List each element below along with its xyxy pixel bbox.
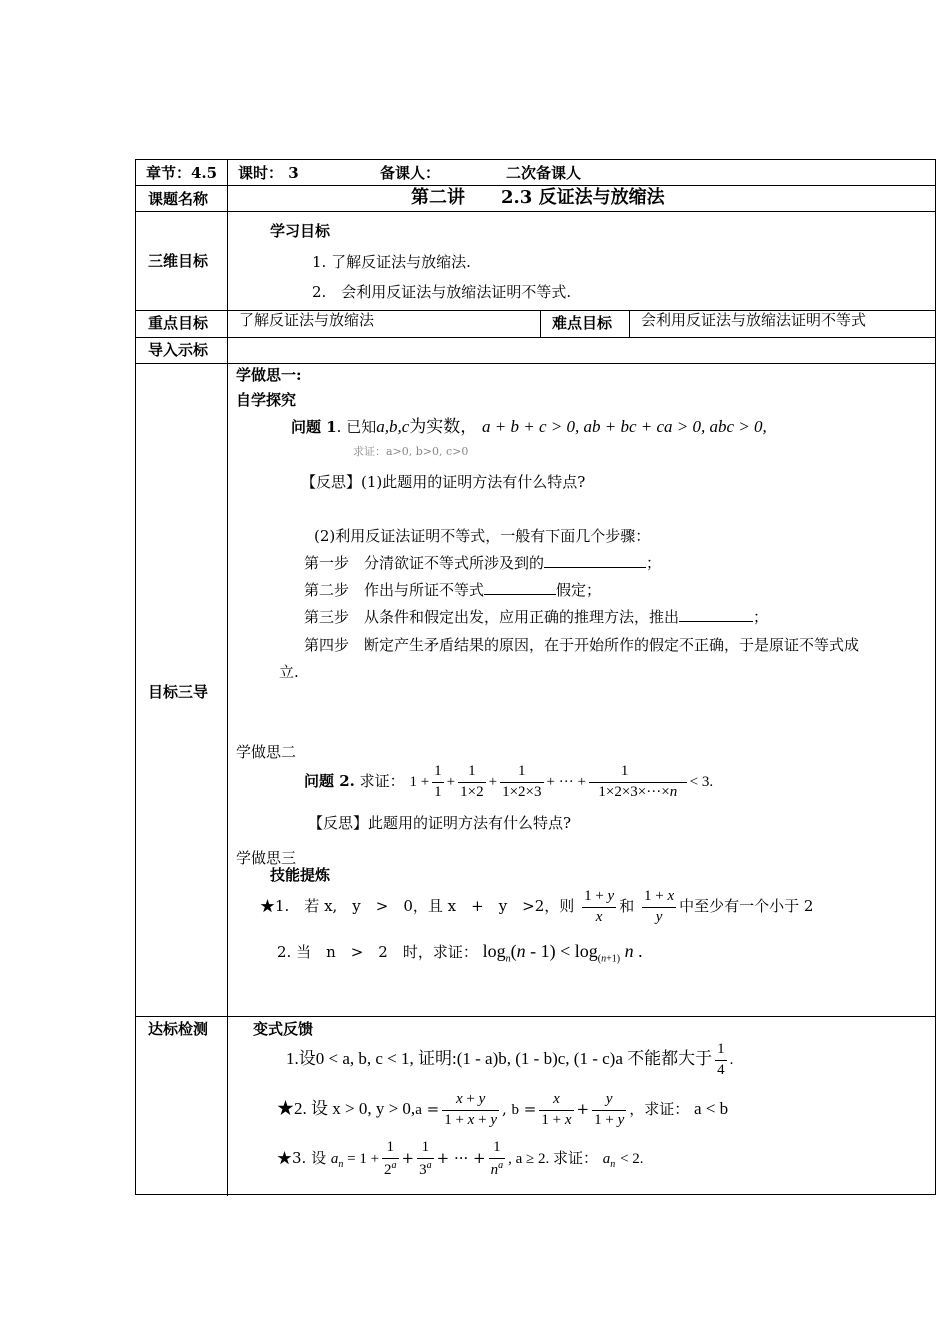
- step-1-blank: [544, 566, 646, 568]
- section3-title: 学做思三: [236, 849, 297, 867]
- exercise-1-tail: 中至少有一个小于 2: [679, 897, 814, 915]
- problem-1-known: . 已知: [336, 418, 377, 436]
- step-1-text: 第一步 分清欲证不等式所涉及到的: [304, 554, 545, 572]
- practice-2: ★2. 设 x > 0, y > 0,a = $\frac{x + y}{1 + x + y}$ , b = $\frac{x}{1 + x}$ + $\frac{y}{1 + y}$ ，求证： a < b: [277, 1091, 729, 1128]
- practice-3-goal: < 2.: [620, 1151, 644, 1167]
- section3-subtitle: 技能提炼: [270, 866, 331, 884]
- key-value: 了解反证法与放缩法: [239, 311, 375, 329]
- problem-2: 问题 2. 求证： 1 + $\frac{1}{1}$ + $\frac{1}{1\times 2}$ + $\frac{1}{1\times 2\times 3}$ + ··· + $\frac{1}{1\times 2\times 3\times\cdot\cdot\cdot\times n}$ < 3.: [304, 763, 714, 800]
- lesson-plan-table: [135, 159, 936, 1195]
- topic-title: 第二讲 2.3 反证法与放缩法: [411, 187, 665, 208]
- step-4: 第四步 断定产生矛盾结果的原因，在于开始所作的假定不正确，于是原证不等式成: [304, 636, 860, 654]
- exercise-1: ★1. 若 x, y > 0，且 x + y >2，则 $\frac{1 + y}{x}$ 和 $\frac{1 + x}{y}$ 中至少有一个小于 2: [260, 888, 814, 925]
- intro-label: 导入示标: [148, 341, 209, 359]
- problem-1-vars: a,b,c: [376, 417, 410, 436]
- goals-item-2: 2. 会利用反证法与放缩法证明不等式.: [312, 283, 572, 301]
- practice-3-mid: , a ≥ 2. 求证：: [508, 1151, 598, 1167]
- difficulty-label: 难点目标: [552, 314, 613, 332]
- problem-1-condition: a + b + c > 0, ab + bc + ca > 0, abc > 0,: [482, 417, 767, 436]
- step-1: 第一步 分清欲证不等式所涉及到的 ；: [304, 554, 662, 572]
- problem-1-label: 问题 1: [291, 418, 337, 436]
- step-2-blank: [484, 593, 556, 595]
- second-preparer-label: 二次备课人: [506, 164, 582, 182]
- problem-1-prove: 求证：a>0, b>0, c>0: [353, 445, 469, 458]
- practice-2-text: ★2. 设 x > 0, y > 0,: [277, 1099, 416, 1118]
- goals-heading: 学习目标: [270, 222, 331, 240]
- step-2-tail: 假定；: [556, 581, 602, 599]
- problem-1: [291, 418, 767, 437]
- practice-3-text: ★3. 设: [277, 1149, 327, 1167]
- topic-label: 课题名称: [148, 190, 209, 208]
- exercise-1-text: ★1. 若 x, y > 0，且 x + y >2，则: [260, 897, 575, 915]
- exercise-2-text: 2. 当 n > 2 时，求证：: [277, 943, 478, 961]
- exercise-1-and: 和: [619, 897, 635, 915]
- period-label: 课时： 3: [238, 164, 299, 182]
- goals-item-1: 1. 了解反证法与放缩法.: [312, 253, 471, 271]
- target-label: 目标三导: [148, 683, 209, 701]
- step-3-blank: [679, 620, 753, 622]
- check-label: 达标检测: [148, 1020, 209, 1038]
- problem-2-label: 问题 2.: [304, 772, 355, 790]
- practice-3: ★3. 设 $a_n = 1$ + $\frac{1}{2^a}$ + $\frac{1}{3^a}$ + ··· + $\frac{1}{n^a}$ , a ≥ 2. 求证： $a_n < 2$.: [277, 1139, 644, 1178]
- problem-2-prove: 求证：: [354, 772, 405, 790]
- key-label: 重点目标: [148, 314, 209, 332]
- check-heading: 变式反馈: [253, 1020, 314, 1038]
- step-2-text: 第二步 作出与所证不等式: [304, 581, 485, 599]
- steps-intro: (2)利用反证法证明不等式，一般有下面几个步骤：: [314, 527, 651, 545]
- exercise-2: 2. 当 n > 2 时，求证： $\log_n(n - 1) < \log_{(n+1)} n$ .: [277, 941, 643, 965]
- step-3-text: 第三步 从条件和假定出发，应用正确的推理方法，推出: [304, 608, 680, 626]
- practice-2-tail: ，求证：: [629, 1100, 690, 1118]
- section2-title: 学做思二: [236, 743, 297, 761]
- chapter-label: 章节：4.5: [146, 164, 218, 182]
- section1-title: 学做思一:: [236, 366, 302, 384]
- section1-subtitle: 自学探究: [236, 391, 297, 409]
- step-3: 第三步 从条件和假定出发，应用正确的推理方法，推出 ；: [304, 608, 769, 626]
- reflection-2: 【反思】此题用的证明方法有什么特点?: [308, 814, 572, 832]
- problem-1-real: 为实数，: [409, 417, 478, 437]
- difficulty-value: 会利用反证法与放缩法证明不等式: [641, 311, 867, 329]
- practice-2-goal: a < b: [694, 1099, 729, 1118]
- practice-1-text: 1.设0 < a, b, c < 1, 证明:(1 - a)b, (1 - b)c, (1 - c)a 不能都大于: [286, 1049, 713, 1068]
- step-2: [304, 582, 601, 599]
- preparer-label: 备课人：: [380, 164, 441, 182]
- goals-label: 三维目标: [148, 252, 209, 270]
- step-4-tail: 立.: [279, 663, 299, 681]
- reflection-1: 【反思】(1)此题用的证明方法有什么特点?: [301, 473, 586, 491]
- practice-1: 1.设0 < a, b, c < 1, 证明:(1 - a)b, (1 - b)c, (1 - c)a 不能都大于 $\frac{1}{4}$ .: [286, 1041, 734, 1078]
